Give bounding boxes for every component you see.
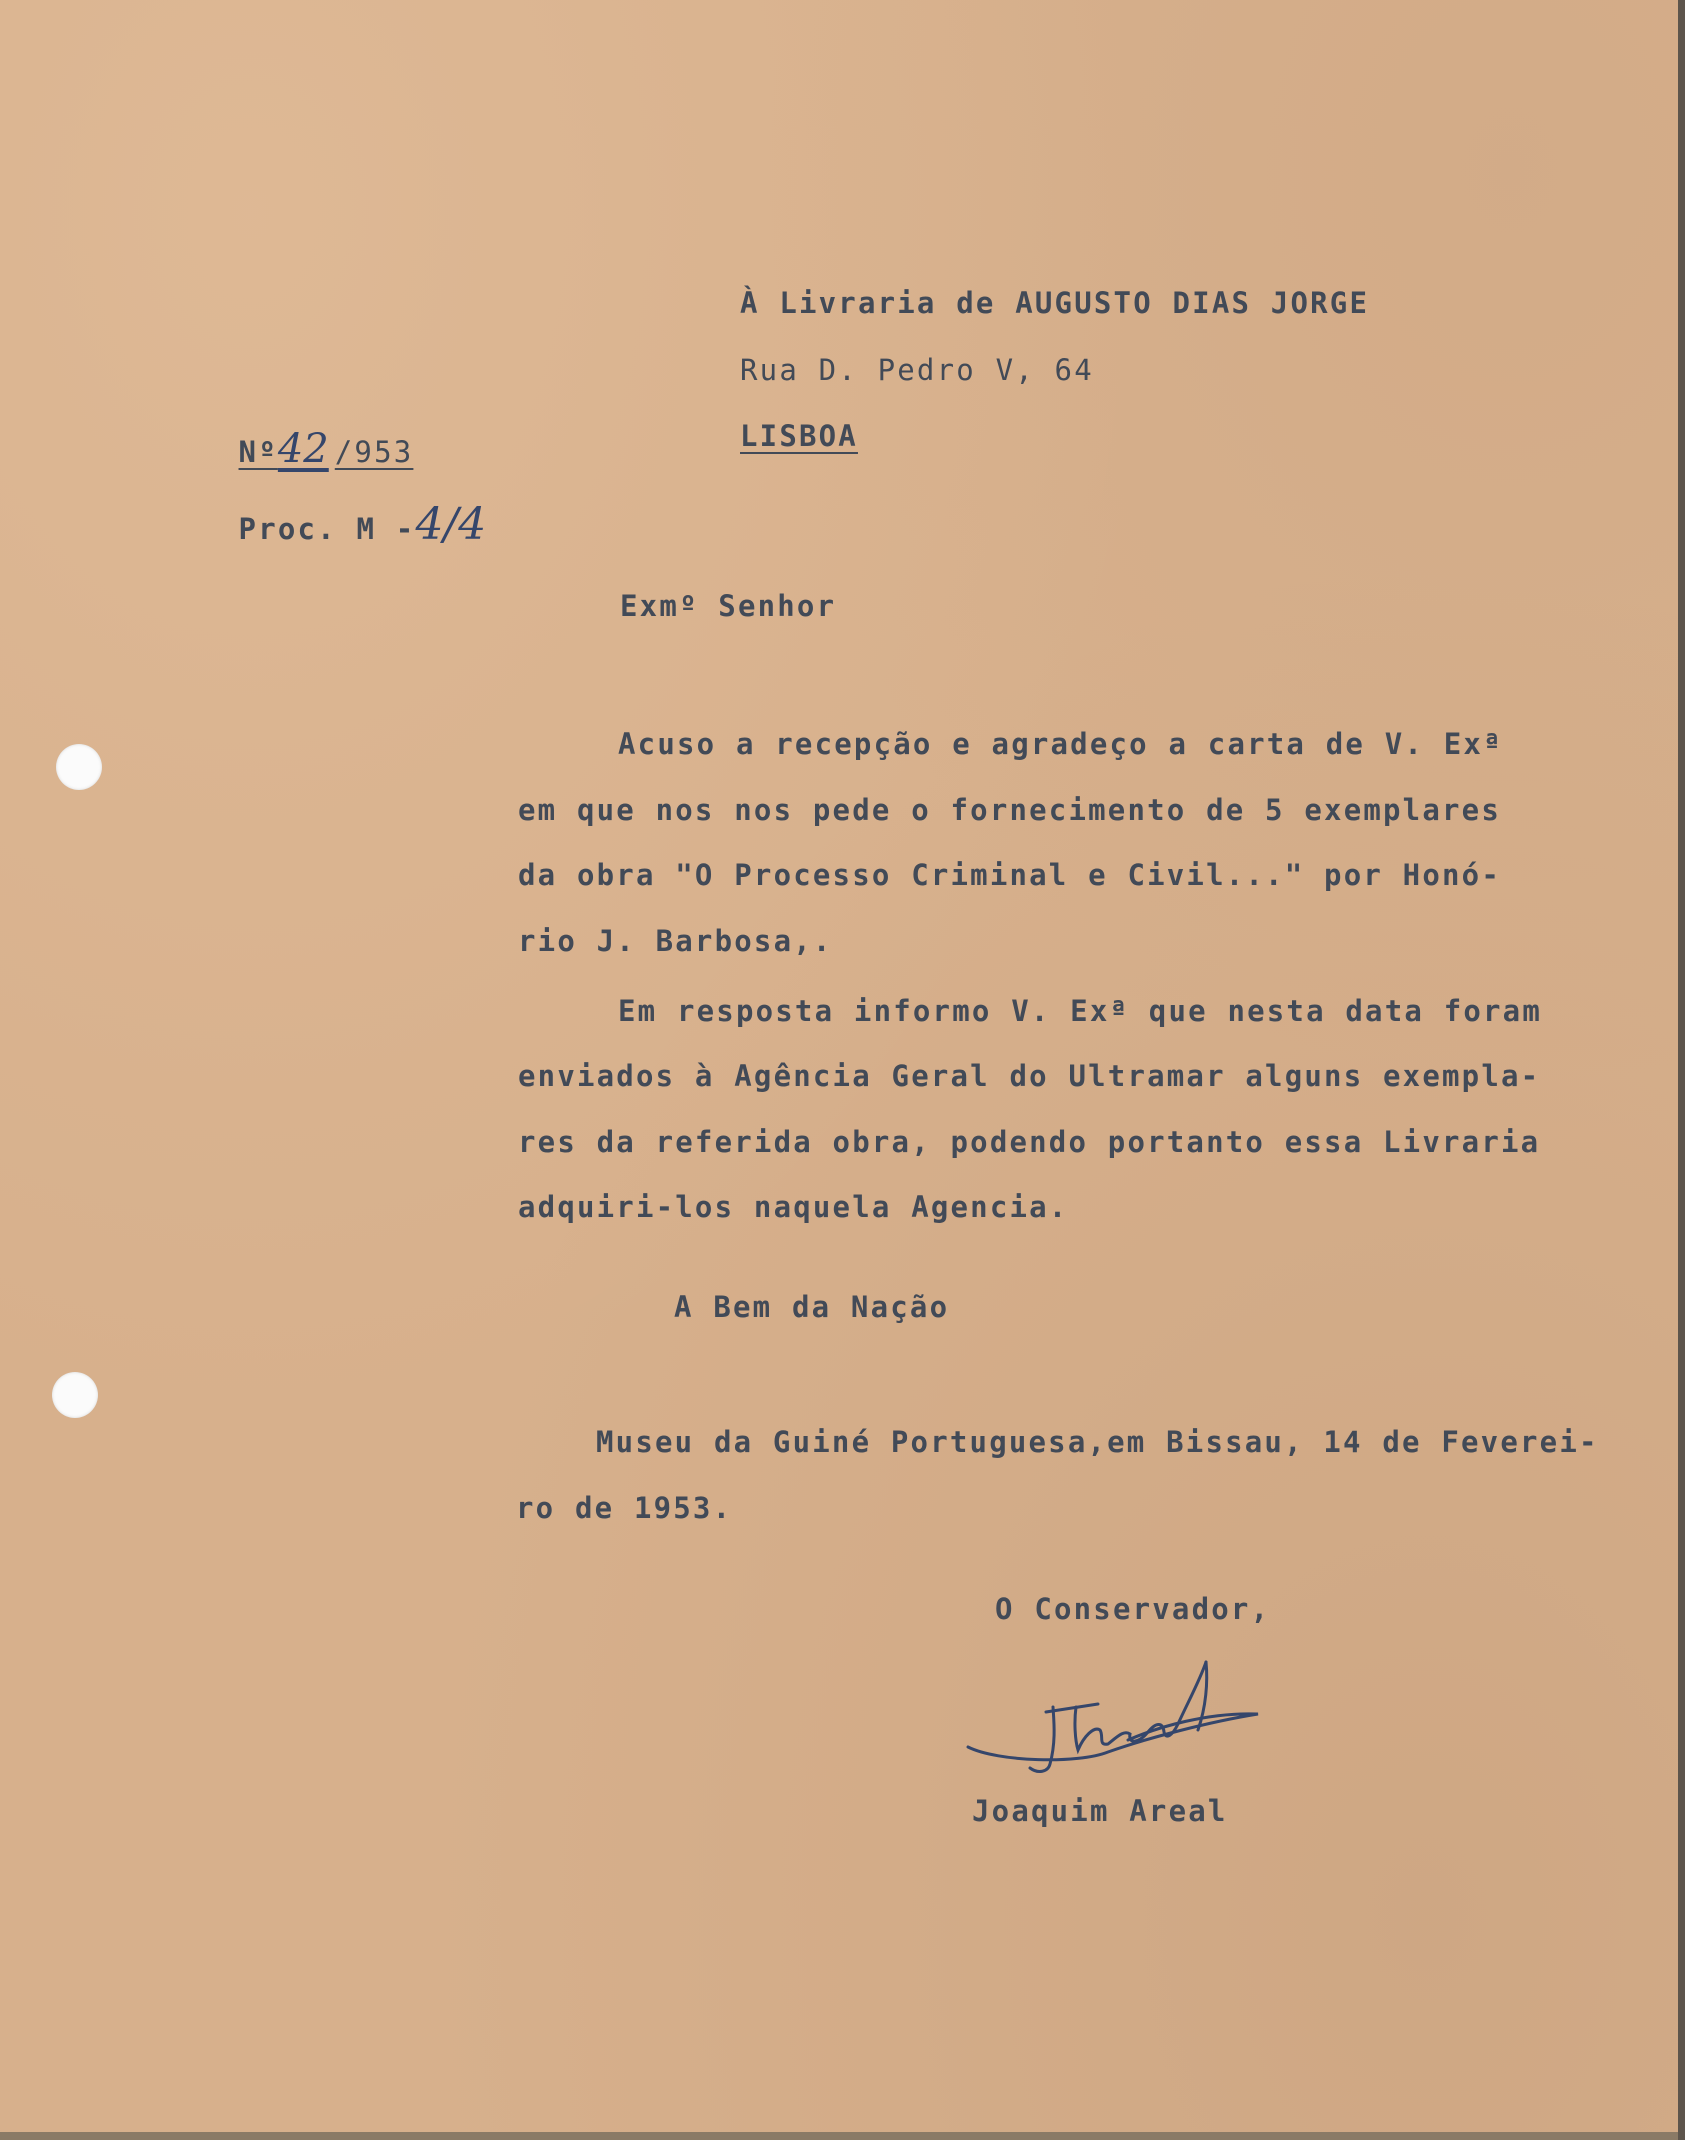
- scan-edge: [1678, 0, 1685, 2140]
- reference-number-handwritten: 42: [277, 426, 329, 472]
- salutation: Exmº Senhor: [620, 589, 837, 623]
- body-p1-line3: da obra "O Processo Criminal e Civil..." por Honó-: [518, 858, 1501, 892]
- handwritten-signature-icon: [958, 1652, 1268, 1782]
- addressee-line: À Livraria de AUGUSTO DIAS JORGE: [740, 286, 1370, 320]
- punch-hole-bottom: [52, 1372, 98, 1418]
- body-p2-line2: enviados à Agência Geral do Ultramar alguns exempla-: [518, 1059, 1541, 1093]
- body-p2-line1: Em resposta informo V. Exª que nesta data foram: [618, 994, 1542, 1028]
- closing-formula: A Bem da Nação: [674, 1290, 950, 1324]
- city-line: LISBOA: [740, 419, 858, 453]
- reference-year: /953: [334, 435, 414, 469]
- reference-number: [200, 410, 413, 488]
- process-reference: [200, 484, 486, 566]
- place-date-line1: Museu da Guiné Portuguesa,em Bissau, 14 de Feverei-: [596, 1425, 1599, 1459]
- signatory-name: Joaquim Areal: [972, 1794, 1228, 1828]
- process-handwritten: 4/4: [415, 499, 487, 550]
- punch-hole-top: [56, 744, 102, 790]
- body-p2-line4: adquiri-los naquela Agencia.: [518, 1190, 1069, 1224]
- process-prefix: Proc. M -: [238, 512, 416, 546]
- body-p1-line2: em que nos nos pede o fornecimento de 5 exemplares: [518, 793, 1501, 827]
- reference-number-prefix: Nº: [238, 435, 278, 469]
- body-p2-line3: res da referida obra, podendo portanto essa Livraria: [518, 1125, 1541, 1159]
- body-p1-line4: rio J. Barbosa,.: [518, 924, 833, 958]
- place-date-line2: ro de 1953.: [516, 1491, 733, 1525]
- signatory-title: O Conservador,: [995, 1592, 1271, 1626]
- body-p1-line1: Acuso a recepção e agradeço a carta de V. Exª: [618, 727, 1503, 761]
- street-line: Rua D. Pedro V, 64: [740, 353, 1094, 387]
